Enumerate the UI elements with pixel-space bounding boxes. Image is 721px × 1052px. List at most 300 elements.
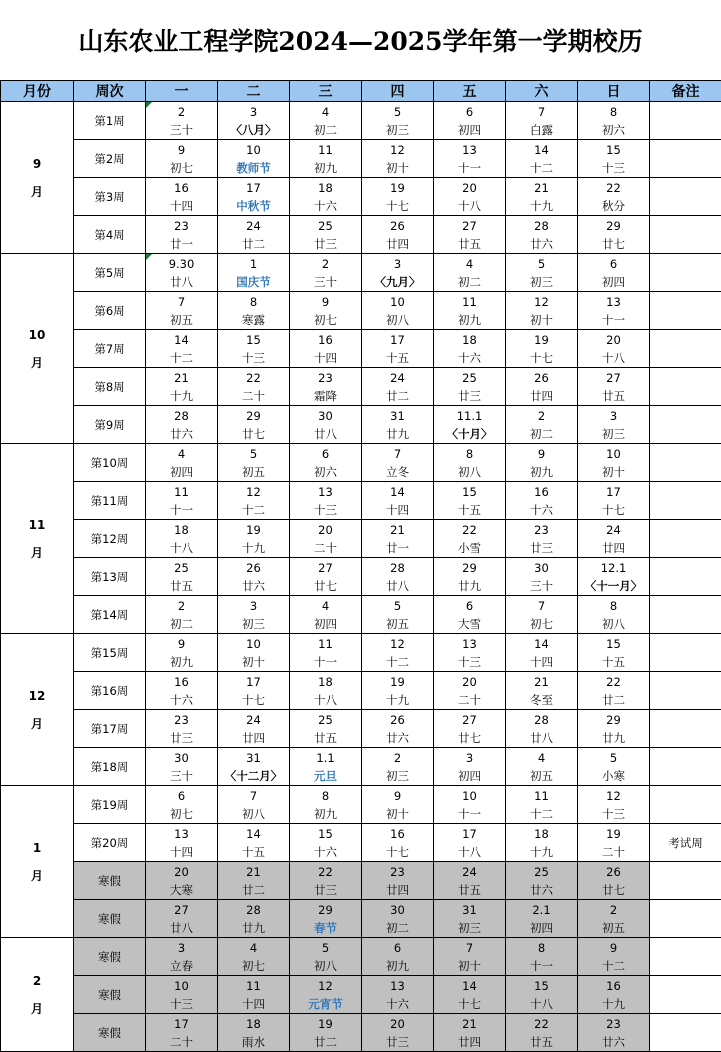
day-cell xyxy=(506,862,578,900)
week-row xyxy=(1,748,721,786)
month-unit: 月 xyxy=(1,862,73,890)
lunar-date: 初九 xyxy=(290,805,361,823)
day-cell xyxy=(218,520,290,558)
solar-date: 6 xyxy=(434,103,505,121)
solar-date: 24 xyxy=(362,369,433,387)
week-row xyxy=(1,482,721,520)
lunar-date: 廿三 xyxy=(146,729,217,747)
month-number: 12 xyxy=(1,682,73,710)
week-label: 第1周 xyxy=(74,102,146,140)
note-cell xyxy=(650,900,721,938)
lunar-date: 十四 xyxy=(506,653,577,671)
header-sun: 日 xyxy=(578,81,650,102)
note-cell xyxy=(650,1014,721,1052)
lunar-date: 大雪 xyxy=(434,615,505,633)
day-cell xyxy=(290,330,362,368)
lunar-date: 廿三 xyxy=(290,881,361,899)
solar-date: 13 xyxy=(434,141,505,159)
lunar-date: 〈八月〉 xyxy=(218,121,289,139)
solar-date: 17 xyxy=(434,825,505,843)
lunar-date: 初七 xyxy=(290,311,361,329)
holiday-label: 元宵节 xyxy=(290,995,361,1013)
lunar-date: 廿六 xyxy=(578,1033,649,1051)
week-row xyxy=(1,330,721,368)
solar-date: 12 xyxy=(578,787,649,805)
lunar-date: 初四 xyxy=(506,919,577,937)
day-cell xyxy=(290,976,362,1014)
day-cell xyxy=(146,596,218,634)
lunar-date: 十五 xyxy=(362,349,433,367)
lunar-date: 廿八 xyxy=(290,425,361,443)
day-cell xyxy=(218,140,290,178)
solar-date: 18 xyxy=(218,1015,289,1033)
solar-date: 13 xyxy=(146,825,217,843)
week-label: 寒假 xyxy=(74,1014,146,1052)
solar-date: 18 xyxy=(290,673,361,691)
day-cell xyxy=(290,634,362,672)
school-calendar-table xyxy=(0,80,721,1052)
note-cell xyxy=(650,748,721,786)
solar-date: 11 xyxy=(290,635,361,653)
day-cell xyxy=(146,862,218,900)
day-cell xyxy=(290,178,362,216)
lunar-date: 二十 xyxy=(290,539,361,557)
solar-date: 18 xyxy=(146,521,217,539)
day-cell xyxy=(506,444,578,482)
day-cell xyxy=(506,520,578,558)
lunar-date: 十七 xyxy=(362,197,433,215)
lunar-date: 初十 xyxy=(578,463,649,481)
solar-date: 19 xyxy=(290,1015,361,1033)
day-cell xyxy=(578,634,650,672)
solar-date: 6 xyxy=(578,255,649,273)
solar-date: 7 xyxy=(506,103,577,121)
day-cell xyxy=(578,824,650,862)
day-cell xyxy=(506,140,578,178)
solar-date: 17 xyxy=(146,1015,217,1033)
week-label: 第10周 xyxy=(74,444,146,482)
day-cell xyxy=(578,596,650,634)
solar-date: 13 xyxy=(434,635,505,653)
lunar-date: 初九 xyxy=(290,159,361,177)
lunar-date: 十一 xyxy=(146,501,217,519)
lunar-date: 初九 xyxy=(146,653,217,671)
holiday-label: 元旦 xyxy=(290,767,361,785)
month-number: 9 xyxy=(1,150,73,178)
week-row xyxy=(1,824,721,862)
note-cell xyxy=(650,938,721,976)
lunar-date: 初五 xyxy=(362,615,433,633)
week-label: 第14周 xyxy=(74,596,146,634)
lunar-date: 廿五 xyxy=(146,577,217,595)
lunar-date: 十三 xyxy=(290,501,361,519)
note-cell xyxy=(650,596,721,634)
solar-date: 6 xyxy=(362,939,433,957)
lunar-date: 廿六 xyxy=(506,881,577,899)
solar-date: 15 xyxy=(434,483,505,501)
day-cell xyxy=(434,1014,506,1052)
day-cell xyxy=(218,102,290,140)
holiday-label: 国庆节 xyxy=(218,273,289,291)
month-number: 11 xyxy=(1,511,73,539)
lunar-date: 初七 xyxy=(146,805,217,823)
lunar-date: 〈十二月〉 xyxy=(218,767,289,785)
day-cell xyxy=(218,368,290,406)
note-cell xyxy=(650,862,721,900)
solar-date: 30 xyxy=(362,901,433,919)
lunar-date: 廿九 xyxy=(434,577,505,595)
solar-date: 23 xyxy=(362,863,433,881)
day-cell xyxy=(362,672,434,710)
lunar-date: 十六 xyxy=(434,349,505,367)
solar-date: 28 xyxy=(506,711,577,729)
solar-date: 31 xyxy=(362,407,433,425)
lunar-date: 十一 xyxy=(506,957,577,975)
day-cell xyxy=(434,330,506,368)
solar-date: 21 xyxy=(434,1015,505,1033)
solar-date: 27 xyxy=(290,559,361,577)
solar-date: 13 xyxy=(578,293,649,311)
solar-date: 23 xyxy=(146,711,217,729)
day-cell xyxy=(146,976,218,1014)
day-cell xyxy=(290,254,362,292)
lunar-date: 十六 xyxy=(146,691,217,709)
day-cell xyxy=(362,444,434,482)
day-cell xyxy=(434,178,506,216)
solar-date: 11 xyxy=(506,787,577,805)
day-cell xyxy=(218,558,290,596)
solar-date: 11 xyxy=(290,141,361,159)
week-row xyxy=(1,672,721,710)
note-cell xyxy=(650,786,721,824)
solar-date: 9 xyxy=(506,445,577,463)
solar-date: 4 xyxy=(434,255,505,273)
lunar-date: 十九 xyxy=(506,843,577,861)
lunar-date: 廿五 xyxy=(290,729,361,747)
note-cell xyxy=(650,444,721,482)
lunar-date: 廿一 xyxy=(146,235,217,253)
solar-date: 3 xyxy=(578,407,649,425)
day-cell xyxy=(290,444,362,482)
month-label xyxy=(1,786,74,938)
solar-date: 11 xyxy=(434,293,505,311)
week-label: 第12周 xyxy=(74,520,146,558)
lunar-date: 十六 xyxy=(362,995,433,1013)
day-cell xyxy=(434,824,506,862)
lunar-date: 初三 xyxy=(506,273,577,291)
note-cell xyxy=(650,254,721,292)
solar-date: 31 xyxy=(434,901,505,919)
header-note: 备注 xyxy=(650,81,721,102)
day-cell xyxy=(146,368,218,406)
day-cell xyxy=(362,254,434,292)
lunar-date: 〈九月〉 xyxy=(362,273,433,291)
lunar-date: 十五 xyxy=(434,501,505,519)
lunar-date: 初四 xyxy=(434,121,505,139)
solar-date: 20 xyxy=(362,1015,433,1033)
day-cell xyxy=(146,330,218,368)
solar-date: 19 xyxy=(362,179,433,197)
lunar-date: 初八 xyxy=(578,615,649,633)
note-cell xyxy=(650,368,721,406)
solar-date: 4 xyxy=(218,939,289,957)
day-cell xyxy=(218,900,290,938)
solar-date: 21 xyxy=(506,673,577,691)
solar-date: 29 xyxy=(290,901,361,919)
solar-date: 29 xyxy=(218,407,289,425)
lunar-date: 初三 xyxy=(434,919,505,937)
note-cell xyxy=(650,482,721,520)
solar-date: 3 xyxy=(218,103,289,121)
solar-date: 15 xyxy=(506,977,577,995)
solar-date: 17 xyxy=(218,179,289,197)
day-cell xyxy=(290,482,362,520)
solar-date: 8 xyxy=(290,787,361,805)
day-cell xyxy=(578,672,650,710)
solar-date: 6 xyxy=(146,787,217,805)
lunar-date: 廿七 xyxy=(218,425,289,443)
solar-date: 7 xyxy=(362,445,433,463)
day-cell xyxy=(218,292,290,330)
day-cell xyxy=(218,406,290,444)
day-cell xyxy=(146,102,218,140)
solar-date: 9 xyxy=(146,635,217,653)
day-cell xyxy=(290,596,362,634)
lunar-date: 廿九 xyxy=(218,919,289,937)
week-row xyxy=(1,862,721,900)
solar-date: 4 xyxy=(506,749,577,767)
lunar-date: 三十 xyxy=(290,273,361,291)
day-cell xyxy=(578,786,650,824)
header-wed: 三 xyxy=(290,81,362,102)
day-cell xyxy=(506,178,578,216)
day-cell xyxy=(146,216,218,254)
day-cell xyxy=(146,1014,218,1052)
day-cell xyxy=(146,292,218,330)
day-cell xyxy=(362,178,434,216)
week-label: 第8周 xyxy=(74,368,146,406)
lunar-date: 廿五 xyxy=(434,235,505,253)
week-row xyxy=(1,178,721,216)
solar-date: 1.1 xyxy=(290,749,361,767)
solar-date: 29 xyxy=(578,217,649,235)
lunar-date: 廿六 xyxy=(362,729,433,747)
day-cell xyxy=(578,976,650,1014)
day-cell xyxy=(146,710,218,748)
note-cell xyxy=(650,976,721,1014)
day-cell xyxy=(506,634,578,672)
week-row xyxy=(1,520,721,558)
lunar-date: 二十 xyxy=(434,691,505,709)
day-cell xyxy=(362,216,434,254)
lunar-date: 十三 xyxy=(218,349,289,367)
lunar-date: 初七 xyxy=(506,615,577,633)
lunar-date: 廿五 xyxy=(578,387,649,405)
lunar-date: 初九 xyxy=(506,463,577,481)
day-cell xyxy=(362,482,434,520)
solar-date: 28 xyxy=(506,217,577,235)
solar-date: 22 xyxy=(506,1015,577,1033)
month-label xyxy=(1,634,74,786)
solar-date: 20 xyxy=(290,521,361,539)
day-cell xyxy=(218,178,290,216)
solar-date: 8 xyxy=(218,293,289,311)
day-cell xyxy=(218,1014,290,1052)
month-unit: 月 xyxy=(1,349,73,377)
day-cell xyxy=(434,406,506,444)
day-cell xyxy=(290,406,362,444)
week-label: 寒假 xyxy=(74,938,146,976)
header-month: 月份 xyxy=(1,81,74,102)
week-label: 第7周 xyxy=(74,330,146,368)
solar-date: 16 xyxy=(578,977,649,995)
solar-date: 23 xyxy=(290,369,361,387)
lunar-date: 十七 xyxy=(434,995,505,1013)
lunar-date: 初九 xyxy=(434,311,505,329)
solar-date: 15 xyxy=(578,635,649,653)
day-cell xyxy=(434,596,506,634)
solar-date: 8 xyxy=(578,597,649,615)
week-row xyxy=(1,634,721,672)
week-row xyxy=(1,368,721,406)
solar-date: 30 xyxy=(290,407,361,425)
lunar-date: 廿七 xyxy=(578,881,649,899)
lunar-date: 十三 xyxy=(578,159,649,177)
day-cell xyxy=(578,482,650,520)
day-cell xyxy=(146,558,218,596)
solar-date: 16 xyxy=(146,179,217,197)
lunar-date: 初九 xyxy=(362,957,433,975)
day-cell xyxy=(218,444,290,482)
solar-date: 9 xyxy=(290,293,361,311)
day-cell xyxy=(362,406,434,444)
solar-date: 25 xyxy=(290,217,361,235)
lunar-date: 初三 xyxy=(362,767,433,785)
lunar-date: 十七 xyxy=(506,349,577,367)
solar-date: 16 xyxy=(290,331,361,349)
solar-date: 19 xyxy=(506,331,577,349)
lunar-date: 立春 xyxy=(146,957,217,975)
lunar-date: 白露 xyxy=(506,121,577,139)
day-cell xyxy=(362,976,434,1014)
lunar-date: 十九 xyxy=(362,691,433,709)
day-cell xyxy=(506,406,578,444)
lunar-date: 廿七 xyxy=(290,577,361,595)
solar-date: 14 xyxy=(218,825,289,843)
day-cell xyxy=(434,520,506,558)
solar-date: 27 xyxy=(434,711,505,729)
header-fri: 五 xyxy=(434,81,506,102)
day-cell xyxy=(362,1014,434,1052)
week-label: 第11周 xyxy=(74,482,146,520)
day-cell xyxy=(362,368,434,406)
solar-date: 18 xyxy=(434,331,505,349)
solar-date: 4 xyxy=(290,103,361,121)
note-cell xyxy=(650,102,721,140)
solar-date: 8 xyxy=(434,445,505,463)
day-cell xyxy=(506,216,578,254)
lunar-date: 十三 xyxy=(146,995,217,1013)
solar-date: 10 xyxy=(578,445,649,463)
solar-date: 24 xyxy=(578,521,649,539)
solar-date: 18 xyxy=(290,179,361,197)
lunar-date: 廿四 xyxy=(506,387,577,405)
day-cell xyxy=(218,862,290,900)
lunar-date: 十八 xyxy=(290,691,361,709)
solar-date: 26 xyxy=(506,369,577,387)
lunar-date: 十七 xyxy=(362,843,433,861)
day-cell xyxy=(578,444,650,482)
week-row xyxy=(1,938,721,976)
day-cell xyxy=(362,140,434,178)
solar-date: 20 xyxy=(434,673,505,691)
lunar-date: 廿七 xyxy=(578,235,649,253)
day-cell xyxy=(506,1014,578,1052)
solar-date: 17 xyxy=(218,673,289,691)
week-row xyxy=(1,140,721,178)
lunar-date: 十四 xyxy=(146,197,217,215)
lunar-date: 初八 xyxy=(218,805,289,823)
day-cell xyxy=(362,748,434,786)
solar-date: 4 xyxy=(146,445,217,463)
solar-date: 5 xyxy=(290,939,361,957)
solar-date: 26 xyxy=(362,711,433,729)
solar-date: 23 xyxy=(146,217,217,235)
day-cell xyxy=(290,216,362,254)
lunar-date: 初八 xyxy=(362,311,433,329)
lunar-date: 初三 xyxy=(578,425,649,443)
lunar-date: 廿四 xyxy=(362,881,433,899)
lunar-date: 十九 xyxy=(578,995,649,1013)
solar-date: 2 xyxy=(578,901,649,919)
solar-date: 2 xyxy=(362,749,433,767)
day-cell xyxy=(362,900,434,938)
lunar-date: 十七 xyxy=(218,691,289,709)
lunar-date: 十四 xyxy=(290,349,361,367)
lunar-date: 十六 xyxy=(290,843,361,861)
day-cell xyxy=(218,786,290,824)
day-cell xyxy=(362,292,434,330)
day-cell xyxy=(218,824,290,862)
lunar-date: 大寒 xyxy=(146,881,217,899)
week-row xyxy=(1,900,721,938)
lunar-date: 初七 xyxy=(146,159,217,177)
solar-date: 26 xyxy=(218,559,289,577)
solar-date: 24 xyxy=(218,217,289,235)
lunar-date: 十二 xyxy=(506,159,577,177)
lunar-date: 十七 xyxy=(578,501,649,519)
day-cell xyxy=(434,444,506,482)
week-label: 第3周 xyxy=(74,178,146,216)
lunar-date: 初八 xyxy=(434,463,505,481)
lunar-date: 〈十月〉 xyxy=(434,425,505,443)
solar-date: 27 xyxy=(578,369,649,387)
solar-date: 12 xyxy=(506,293,577,311)
day-cell xyxy=(290,824,362,862)
week-label: 第9周 xyxy=(74,406,146,444)
lunar-date: 廿三 xyxy=(434,387,505,405)
week-row xyxy=(1,102,721,140)
lunar-date: 初十 xyxy=(434,957,505,975)
day-cell xyxy=(434,254,506,292)
week-label: 寒假 xyxy=(74,862,146,900)
note-cell: 考试周 xyxy=(650,824,721,862)
lunar-date: 十六 xyxy=(290,197,361,215)
day-cell xyxy=(578,900,650,938)
solar-date: 31 xyxy=(218,749,289,767)
solar-date: 15 xyxy=(290,825,361,843)
lunar-date: 初十 xyxy=(362,159,433,177)
